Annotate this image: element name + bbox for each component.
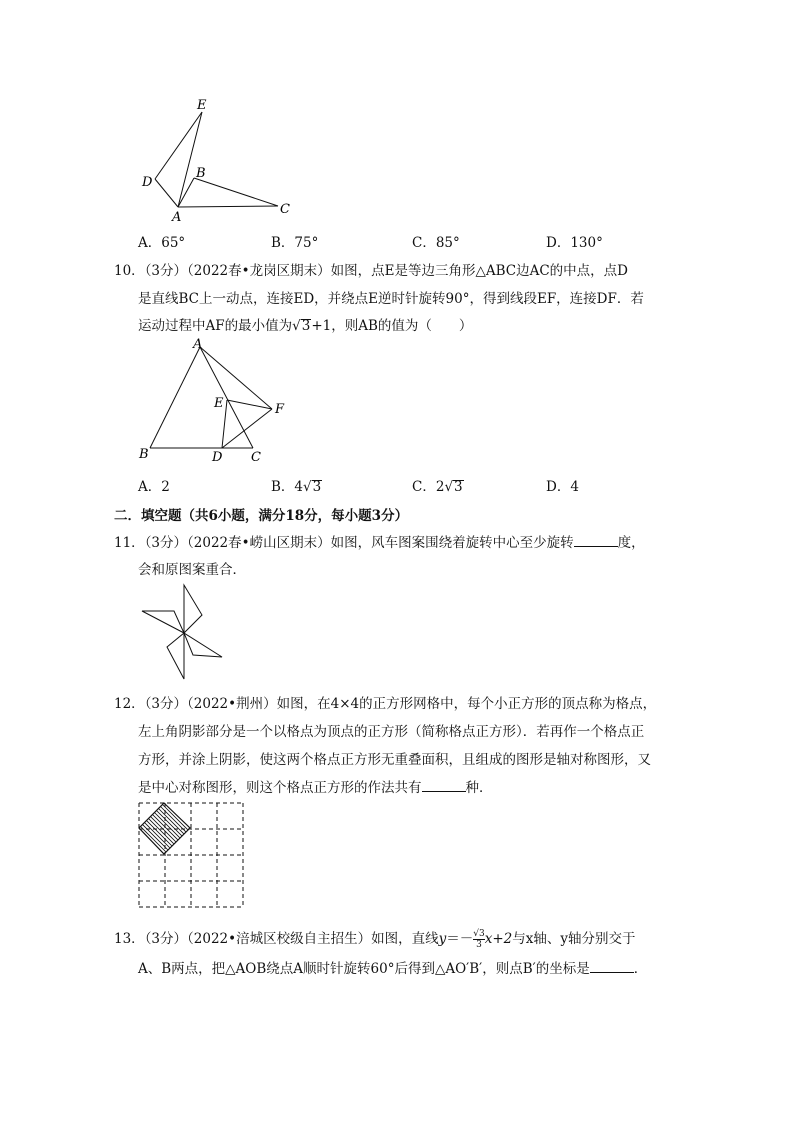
q9-option-c xyxy=(412,231,460,251)
q11-answer-blank[interactable] xyxy=(574,534,618,547)
q10-segment-DF xyxy=(222,409,272,448)
q12-text-2: 左上角阴影部分是一个以格点为顶点的正方形（简称格点正方形）．若再作一个格点正 xyxy=(138,724,645,740)
q9-label-E: E xyxy=(197,98,207,113)
q13-text-2-end: ． xyxy=(633,961,648,977)
q10-label-C: C xyxy=(251,450,261,465)
q11-number: 11． xyxy=(114,535,145,551)
q9-option-d-letter: D． xyxy=(546,235,571,251)
q10-segment-EF xyxy=(227,400,272,409)
q10-segment-AB xyxy=(150,347,200,448)
q10-text-1: 如图，点E是等边三角形△ABC边AC的中点，点D xyxy=(330,263,628,279)
q10-score: （3分） xyxy=(144,263,188,279)
q13-eq-eq: ＝－ xyxy=(446,931,474,947)
q13-score: （3分） xyxy=(144,931,188,947)
q10-option-c-radical: 3 xyxy=(454,479,463,495)
q10-option-c-letter: C． xyxy=(412,479,436,495)
q12-line-1 xyxy=(114,692,656,712)
q10-option-d xyxy=(546,475,579,495)
q13-answer-blank[interactable] xyxy=(590,960,634,973)
q11-text-1: 如图，风车图案围绕着旋转中心至少旋转 xyxy=(330,535,574,551)
q9-option-a xyxy=(138,231,185,251)
q9-segment-AB xyxy=(178,178,194,207)
q10-line-2 xyxy=(138,287,644,307)
q9-segment-AC xyxy=(178,206,278,207)
q11-text-2: 会和原图案重合． xyxy=(138,562,246,578)
q10-option-b-letter: B． xyxy=(271,479,295,495)
q11-blade-left xyxy=(142,611,184,633)
q13-number: 13． xyxy=(114,931,145,947)
q10-label-E: E xyxy=(214,396,224,411)
q9-segment-DE xyxy=(155,112,202,179)
q10-text-3-sqrt: 3 xyxy=(301,318,311,334)
q11-line-2 xyxy=(138,558,246,578)
q12-number: 12． xyxy=(114,696,145,712)
q10-option-d-value: 4 xyxy=(570,479,579,495)
q9-option-b-letter: B． xyxy=(271,235,295,251)
q10-option-a-value: 2 xyxy=(161,479,170,495)
q10-label-F: F xyxy=(275,402,285,417)
q10-text-3-post: +1，则AB的值为（ ） xyxy=(311,318,473,334)
q13-eq-rest: x+2 xyxy=(484,931,513,947)
q9-option-c-letter: C． xyxy=(412,235,436,251)
q12-text-4: 是中心对称图形，则这个格点正方形的作法共有 xyxy=(138,780,422,796)
q10-option-a-letter: A． xyxy=(138,479,162,495)
q11-score: （3分） xyxy=(144,535,188,551)
q10-option-b: B．4√3 xyxy=(271,479,322,495)
q13-eq-y: y xyxy=(438,931,447,947)
q10-source: （2022春•龙岗区期末） xyxy=(187,263,331,279)
q13-line-1 xyxy=(114,927,635,950)
q13-eq-numerator: √3 xyxy=(473,929,485,939)
q9-option-b xyxy=(271,231,318,251)
q12-text-1: 如图，在4×4的正方形网格中，每个小正方形的顶点称为格点， xyxy=(276,696,657,712)
q9-label-D: D xyxy=(142,175,153,190)
q12-text-3: 方形，并涂上阴影，使这两个格点正方形无重叠面积，且组成的图形是轴对称图形，又 xyxy=(138,752,651,768)
q10-option-b-radical: 3 xyxy=(312,479,322,495)
q11-blade-right xyxy=(184,633,222,657)
q9-figure xyxy=(130,90,310,225)
q10-option-c: C．2√3 xyxy=(412,479,463,495)
q10-option-c-value: 2 xyxy=(435,479,445,495)
q12-score: （3分） xyxy=(144,696,188,712)
q13-text-1-pre: 如图，直线 xyxy=(371,931,439,947)
q12-text-4-unit: 种． xyxy=(465,780,493,796)
q11-text-1-unit: 度， xyxy=(617,535,645,551)
q10-line-3: 运动过程中AF的最小值为√3+1，则AB的值为（ ） xyxy=(138,318,473,334)
q9-option-a-letter: A． xyxy=(138,235,162,251)
q12-line-4 xyxy=(138,776,493,796)
section-2-title: 二．填空题（共6小题，满分18分，每小题3分） xyxy=(114,508,409,524)
q10-number: 10． xyxy=(114,263,145,279)
q13-source: （2022•涪城区校级自主招生） xyxy=(187,931,372,947)
q10-segment-AF xyxy=(200,347,272,409)
q10-text-3-pre: 运动过程中AF的最小值为 xyxy=(138,318,293,334)
q9-segment-AE xyxy=(178,112,202,207)
q13-eq-denominator: 3 xyxy=(476,940,482,950)
q10-text-2: 是直线BC上一动点，连接ED，并绕点E逆时针旋转90°，得到线段EF，连接DF．若 xyxy=(138,291,644,307)
q9-option-d-value: 130° xyxy=(570,235,603,251)
q10-label-B: B xyxy=(139,447,149,462)
q12-line-3 xyxy=(138,748,651,768)
q9-option-b-value: 75° xyxy=(294,235,319,251)
q13-text-1-post: 与x轴、y轴分别交于 xyxy=(512,931,636,947)
q9-label-A: A xyxy=(172,210,182,225)
q10-line-1 xyxy=(114,259,628,279)
q10-option-a xyxy=(138,475,170,495)
q11-blade-bottom xyxy=(167,633,184,679)
q12-answer-blank[interactable] xyxy=(422,779,466,792)
q12-source: （2022•荆州） xyxy=(187,696,277,712)
q9-label-B: B xyxy=(196,166,206,181)
q11-windmill-figure xyxy=(136,583,231,683)
q9-option-a-value: 65° xyxy=(161,235,186,251)
q10-segment-AC xyxy=(200,347,253,448)
q11-line-1 xyxy=(114,531,645,551)
q9-segment-AD xyxy=(155,179,178,207)
q11-blade-top xyxy=(184,585,202,633)
q11-source: （2022春•崂山区期末） xyxy=(187,535,331,551)
q10-label-A: A xyxy=(193,337,203,352)
q13-eq-fraction xyxy=(473,929,484,950)
q10-option-d-letter: D． xyxy=(546,479,571,495)
q10-option-b-value: 4 xyxy=(294,479,304,495)
q9-option-d xyxy=(546,231,603,251)
q9-segment-BC xyxy=(194,178,278,206)
q9-option-c-value: 85° xyxy=(435,235,460,251)
q9-label-C: C xyxy=(280,202,290,217)
q10-figure xyxy=(130,335,300,470)
q12-line-2 xyxy=(138,720,644,740)
q12-grid-figure xyxy=(138,802,248,912)
q13-text-2: A、B两点，把△AOB绕点A顺时针旋转60°后得到△AO′B′，则点B′的坐标是 xyxy=(138,961,590,977)
q13-line-2 xyxy=(138,957,647,977)
q10-label-D: D xyxy=(212,450,223,465)
